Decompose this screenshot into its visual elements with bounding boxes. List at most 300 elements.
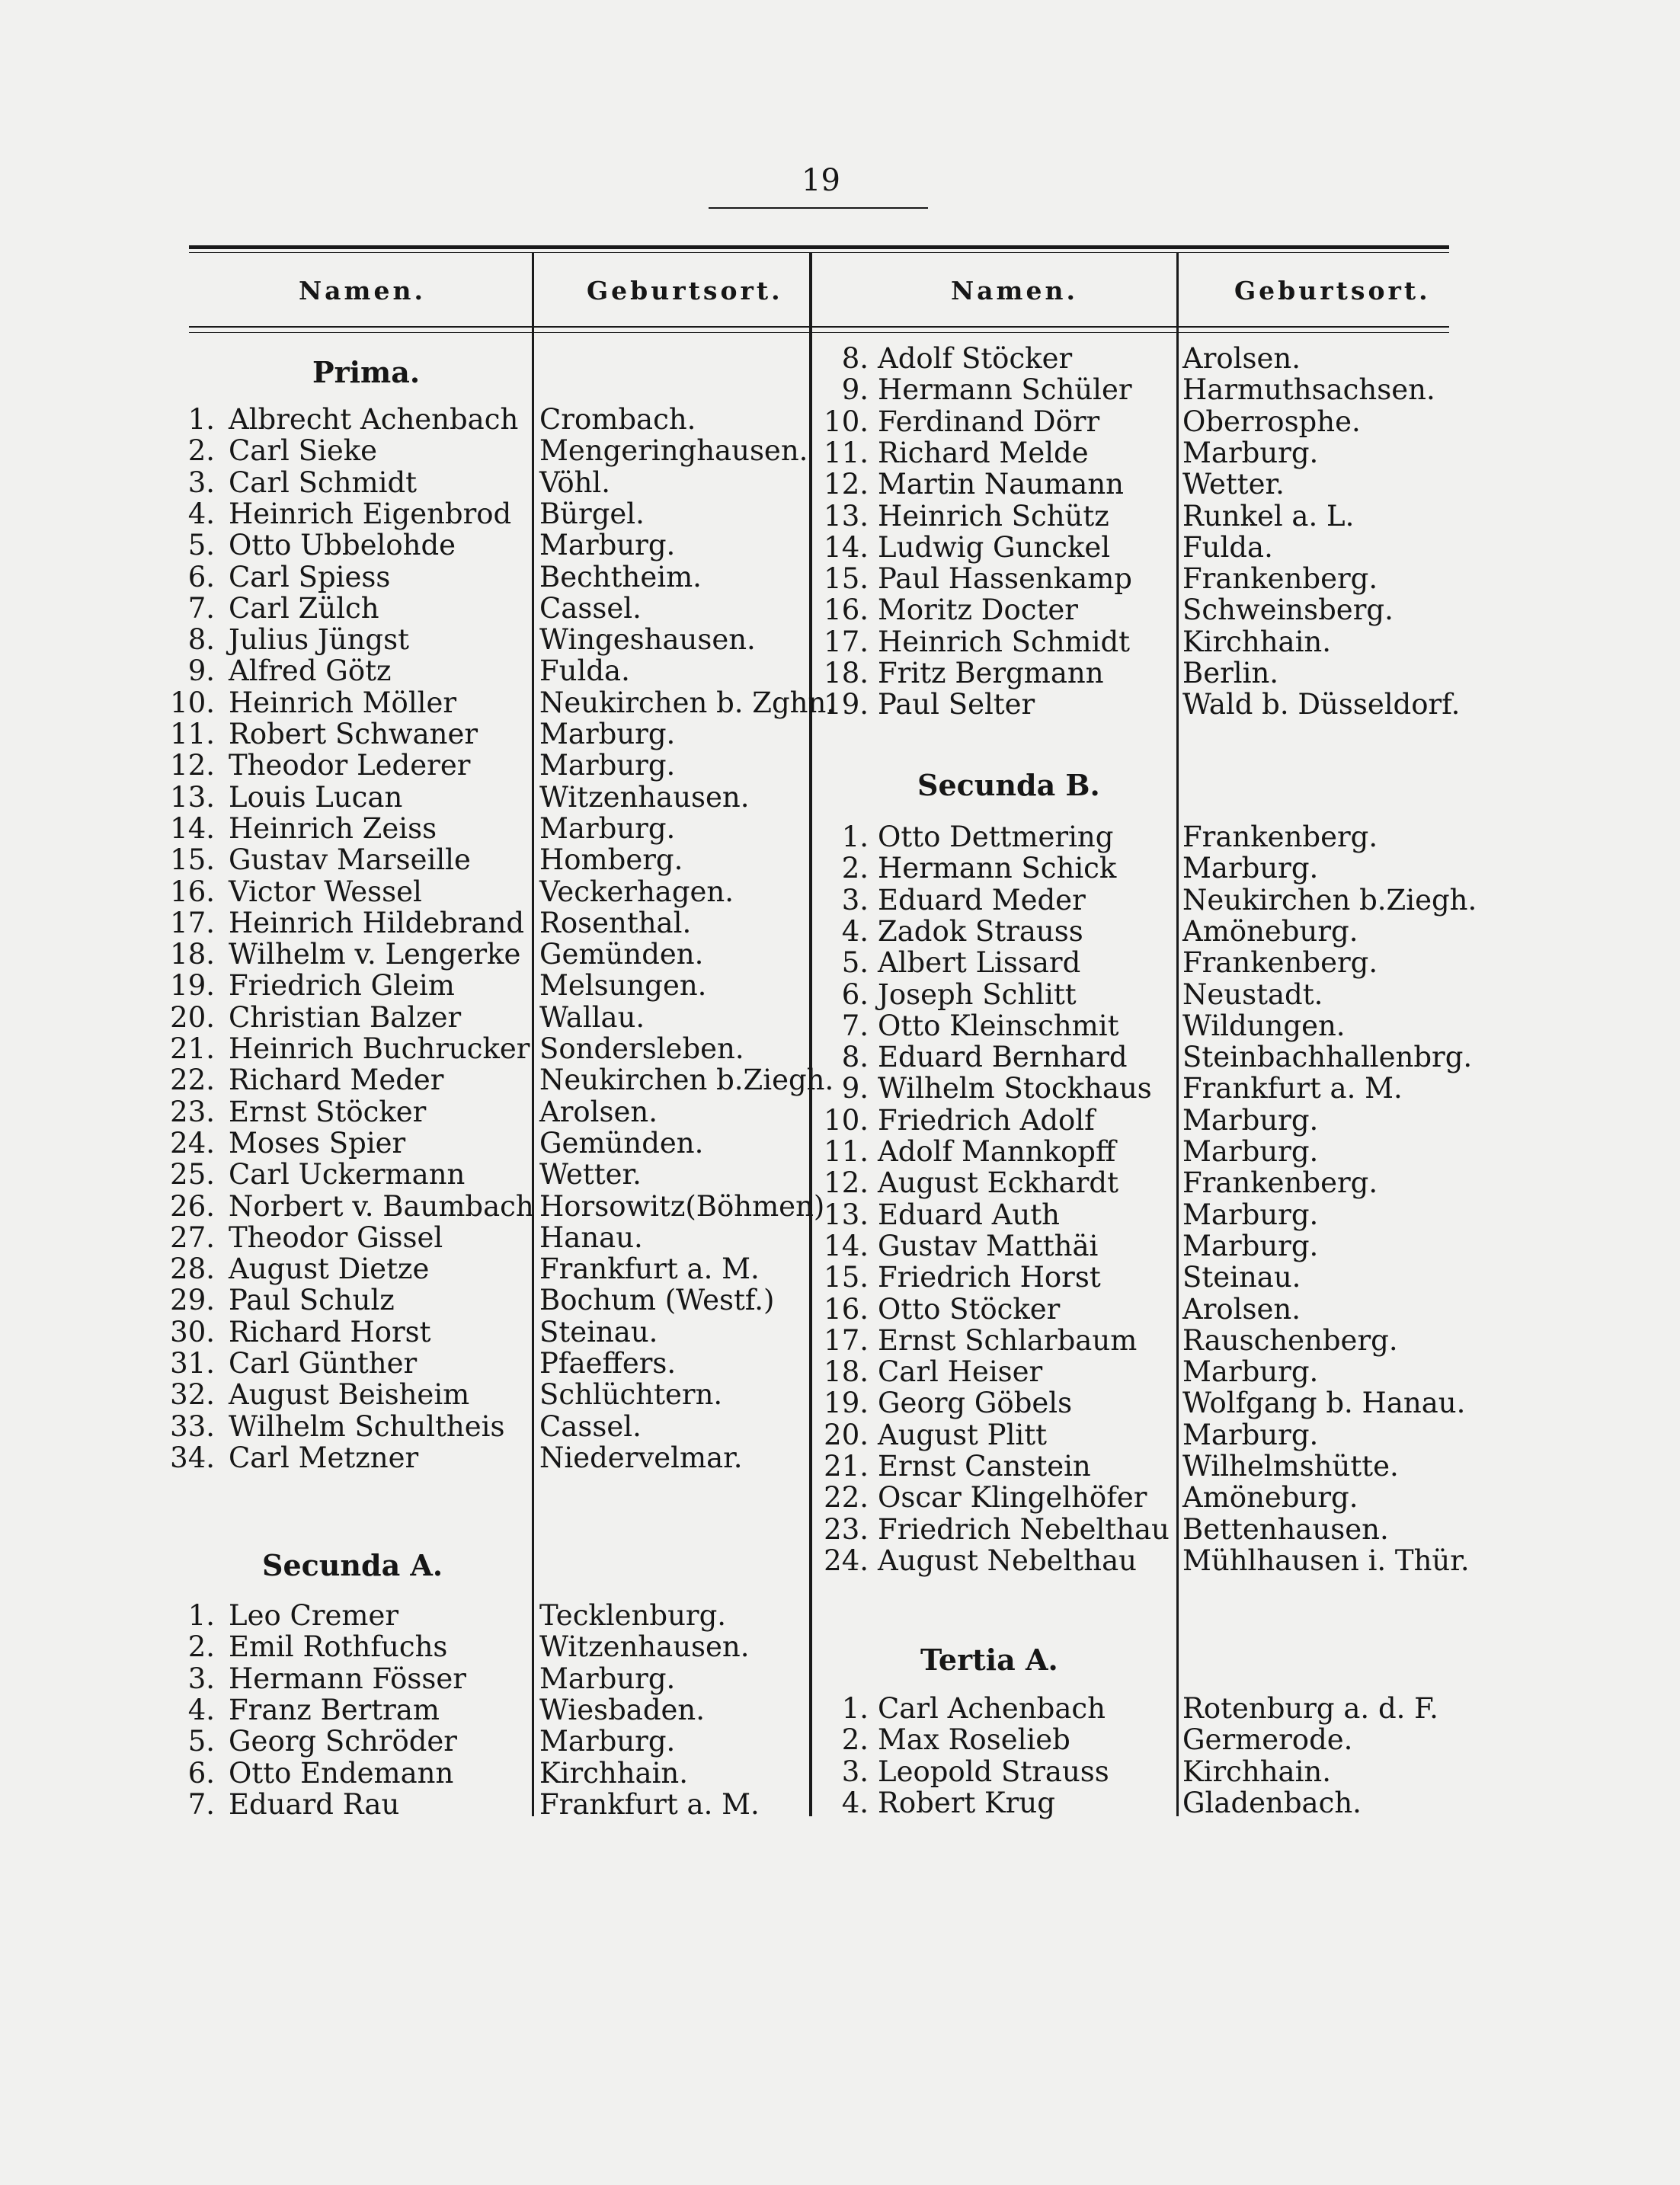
birthplace: Melsungen. bbox=[539, 969, 707, 1002]
entry-number: 5. bbox=[841, 946, 869, 979]
list-item bbox=[0, 1600, 1680, 1632]
header-bottom-rule-2 bbox=[189, 332, 1449, 333]
list-item bbox=[0, 1631, 1680, 1663]
entry-number: 3. bbox=[841, 1755, 869, 1788]
birthplace: Mühlhausen i. Thür. bbox=[1182, 1544, 1470, 1577]
entry-number: 12. bbox=[170, 749, 215, 782]
birthplace: Marburg. bbox=[539, 1662, 676, 1695]
birthplace: Wallau. bbox=[539, 1001, 645, 1034]
section-prima-title: Prima. bbox=[312, 355, 421, 389]
birthplace: Rosenthal. bbox=[539, 907, 692, 939]
list-item bbox=[0, 343, 1680, 375]
entry-number: 16. bbox=[824, 1293, 869, 1326]
birthplace: Neukirchen b.Ziegh. bbox=[539, 1064, 834, 1096]
student-name: Franz Bertram bbox=[229, 1694, 440, 1726]
birthplace: Steinau. bbox=[1182, 1261, 1301, 1294]
student-name: Adolf Mannkopff bbox=[878, 1135, 1116, 1168]
birthplace: Oberrosphe. bbox=[1182, 405, 1361, 438]
birthplace: Gemünden. bbox=[539, 938, 704, 971]
student-name: Richard Melde bbox=[878, 437, 1089, 469]
student-name: Heinrich Schmidt bbox=[878, 625, 1131, 658]
birthplace: Frankenberg. bbox=[1182, 562, 1378, 595]
entry-number: 20. bbox=[824, 1419, 869, 1451]
entry-number: 1. bbox=[187, 1599, 215, 1632]
list-item bbox=[0, 1230, 1680, 1262]
student-name: Louis Lucan bbox=[229, 781, 403, 814]
entry-number: 18. bbox=[170, 938, 215, 971]
list-item bbox=[0, 1294, 1680, 1326]
list-item bbox=[0, 1482, 1680, 1514]
birthplace: Marburg. bbox=[539, 812, 676, 845]
list-item bbox=[0, 1073, 1680, 1105]
list-item bbox=[0, 1451, 1680, 1483]
student-name: Friedrich Nebelthau bbox=[878, 1513, 1170, 1546]
entry-number: 17. bbox=[170, 907, 215, 939]
entry-number: 22. bbox=[170, 1064, 215, 1096]
list-item bbox=[0, 403, 1680, 438]
entry-number: 1. bbox=[841, 1692, 869, 1725]
list-item bbox=[0, 1419, 1680, 1451]
entry-number: 3. bbox=[187, 1662, 215, 1695]
birthplace: Sondersleben. bbox=[539, 1032, 744, 1065]
student-name: Gustav Matthäi bbox=[878, 1230, 1099, 1262]
birthplace: Wetter. bbox=[539, 1158, 642, 1191]
entry-number: 7. bbox=[187, 592, 215, 625]
student-name: Ernst Stöcker bbox=[229, 1096, 427, 1128]
student-name: Richard Horst bbox=[229, 1316, 431, 1348]
student-name: Heinrich Zeiss bbox=[229, 812, 437, 845]
entry-number: 16. bbox=[824, 593, 869, 626]
entry-number: 18. bbox=[824, 1355, 869, 1388]
list-item bbox=[0, 532, 1680, 564]
student-name: Joseph Schlitt bbox=[878, 978, 1077, 1011]
birthplace: Frankfurt a. M. bbox=[1182, 1072, 1403, 1105]
student-name: Georg Göbels bbox=[878, 1387, 1073, 1419]
entry-number: 4. bbox=[841, 915, 869, 948]
entry-number: 2. bbox=[841, 1723, 869, 1756]
birthplace: Marburg. bbox=[1182, 1230, 1319, 1262]
list-item bbox=[0, 623, 1680, 658]
header-left-place: Geburtsort. bbox=[587, 276, 783, 306]
birthplace: Marburg. bbox=[1182, 1104, 1319, 1137]
list-item bbox=[0, 853, 1680, 885]
entry-number: 18. bbox=[824, 657, 869, 689]
list-item bbox=[0, 686, 1680, 721]
list-item bbox=[0, 718, 1680, 750]
entry-number: 6. bbox=[187, 1757, 215, 1790]
birthplace: Gladenbach. bbox=[1182, 1787, 1362, 1819]
birthplace: Frankfurt a. M. bbox=[539, 1788, 760, 1821]
student-name: Fritz Bergmann bbox=[878, 657, 1104, 689]
student-name: Paul Selter bbox=[878, 688, 1035, 721]
entry-number: 11. bbox=[170, 718, 215, 750]
entry-number: 8. bbox=[187, 623, 215, 656]
student-name: Carl Achenbach bbox=[878, 1692, 1106, 1725]
birthplace: Veckerhagen. bbox=[539, 875, 734, 908]
page-number-rule bbox=[709, 207, 928, 209]
student-name: Friedrich Adolf bbox=[878, 1104, 1095, 1137]
birthplace: Marburg. bbox=[539, 529, 676, 561]
birthplace: Crombach. bbox=[539, 403, 696, 436]
birthplace: Marburg. bbox=[1182, 1355, 1319, 1388]
student-name: Leo Cremer bbox=[229, 1599, 399, 1632]
student-name: Robert Krug bbox=[878, 1787, 1055, 1819]
list-item bbox=[0, 501, 1680, 533]
entry-number: 9. bbox=[841, 1072, 869, 1105]
list-item bbox=[0, 1663, 1680, 1695]
entry-number: 13. bbox=[170, 781, 215, 814]
birthplace: Neustadt. bbox=[1182, 978, 1323, 1011]
entry-number: 11. bbox=[824, 437, 869, 469]
entry-number: 32. bbox=[170, 1378, 215, 1411]
student-name: Moritz Docter bbox=[878, 593, 1078, 626]
entry-number: 24. bbox=[824, 1544, 869, 1577]
list-item bbox=[0, 1325, 1680, 1357]
list-item bbox=[0, 885, 1680, 917]
entry-number: 14. bbox=[824, 1230, 869, 1262]
list-item bbox=[0, 1262, 1680, 1294]
student-name: Theodor Gissel bbox=[229, 1221, 443, 1254]
student-name: Martin Naumann bbox=[878, 468, 1124, 501]
student-name: Eduard Auth bbox=[878, 1198, 1060, 1231]
header-right-name: Namen. bbox=[951, 276, 1078, 306]
birthplace: Marburg. bbox=[1182, 1198, 1319, 1231]
student-name: Adolf Stöcker bbox=[878, 342, 1073, 375]
student-name: August Dietze bbox=[229, 1252, 430, 1285]
birthplace: Gemünden. bbox=[539, 1127, 704, 1160]
entry-number: 31. bbox=[170, 1347, 215, 1380]
birthplace: Bechtheim. bbox=[539, 561, 702, 593]
entry-number: 21. bbox=[824, 1450, 869, 1483]
birthplace: Mengeringhausen. bbox=[539, 434, 808, 467]
birthplace: Homberg. bbox=[539, 843, 683, 876]
student-name: August Nebelthau bbox=[878, 1544, 1137, 1577]
entry-number: 15. bbox=[824, 562, 869, 595]
entry-number: 6. bbox=[841, 978, 869, 1011]
student-name: Carl Günther bbox=[229, 1347, 418, 1380]
list-item bbox=[0, 947, 1680, 979]
list-item bbox=[0, 1167, 1680, 1199]
entry-number: 19. bbox=[170, 969, 215, 1002]
birthplace: Berlin. bbox=[1182, 657, 1279, 689]
student-name: Heinrich Buchrucker bbox=[229, 1032, 530, 1065]
birthplace: Witzenhausen. bbox=[539, 781, 750, 814]
birthplace: Marburg. bbox=[1182, 852, 1319, 885]
birthplace: Witzenhausen. bbox=[539, 1630, 750, 1663]
birthplace: Marburg. bbox=[1182, 437, 1319, 469]
entry-number: 28. bbox=[170, 1252, 215, 1285]
birthplace: Pfaeffers. bbox=[539, 1347, 677, 1380]
header-right-place: Geburtsort. bbox=[1234, 276, 1431, 306]
entry-number: 30. bbox=[170, 1316, 215, 1348]
entry-number: 19. bbox=[824, 1387, 869, 1419]
entry-number: 27. bbox=[170, 1221, 215, 1254]
student-name: Carl Spiess bbox=[229, 561, 391, 593]
student-name: Ferdinand Dörr bbox=[878, 405, 1100, 438]
list-item bbox=[0, 434, 1680, 469]
student-name: Wilhelm Stockhaus bbox=[878, 1072, 1152, 1105]
birthplace: Rauschenberg. bbox=[1182, 1324, 1398, 1357]
student-name: Otto Endemann bbox=[229, 1757, 454, 1790]
student-name: Carl Schmidt bbox=[229, 466, 418, 499]
student-name: Carl Zülch bbox=[229, 592, 379, 625]
entry-number: 2. bbox=[187, 434, 215, 467]
birthplace: Wald b. Düsseldorf. bbox=[1182, 688, 1461, 721]
entry-number: 11. bbox=[824, 1135, 869, 1168]
student-name: Hermann Fösser bbox=[229, 1662, 466, 1695]
table-top-thin-rule bbox=[189, 252, 1449, 253]
student-name: Paul Schulz bbox=[229, 1284, 395, 1316]
section-secunda-a-title: Secunda A. bbox=[262, 1548, 443, 1582]
student-name: Albert Lissard bbox=[878, 946, 1081, 979]
student-name: Ludwig Gunckel bbox=[878, 531, 1111, 564]
list-item bbox=[0, 1136, 1680, 1168]
birthplace: Amöneburg. bbox=[1182, 1481, 1358, 1514]
student-name: Hermann Schüler bbox=[878, 373, 1132, 406]
birthplace: Frankenberg. bbox=[1182, 821, 1378, 853]
student-name: Victor Wessel bbox=[229, 875, 422, 908]
student-name: Christian Balzer bbox=[229, 1001, 462, 1034]
student-name: Ernst Canstein bbox=[878, 1450, 1091, 1483]
birthplace: Hanau. bbox=[539, 1221, 643, 1254]
birthplace: Fulda. bbox=[539, 654, 630, 687]
entry-number: 33. bbox=[170, 1410, 215, 1443]
student-name: Carl Uckermann bbox=[229, 1158, 466, 1191]
list-item bbox=[0, 979, 1680, 1011]
section-secunda-b-title: Secunda B. bbox=[917, 768, 1100, 802]
list-item bbox=[0, 782, 1680, 814]
birthplace: Marburg. bbox=[1182, 1135, 1319, 1168]
birthplace: Vöhl. bbox=[539, 466, 611, 499]
student-name: Heinrich Hildebrand bbox=[229, 907, 525, 939]
student-name: Heinrich Möller bbox=[229, 686, 457, 719]
entry-number: 10. bbox=[824, 405, 869, 438]
entry-number: 25. bbox=[170, 1158, 215, 1191]
list-item bbox=[0, 1010, 1680, 1042]
entry-number: 3. bbox=[187, 466, 215, 499]
list-item bbox=[0, 1105, 1680, 1137]
entry-number: 7. bbox=[841, 1009, 869, 1042]
birthplace: Cassel. bbox=[539, 1410, 642, 1443]
entry-number: 2. bbox=[187, 1630, 215, 1663]
birthplace: Kirchhain. bbox=[1182, 1755, 1332, 1788]
birthplace: Marburg. bbox=[539, 718, 676, 750]
birthplace: Wilhelmshütte. bbox=[1182, 1450, 1399, 1483]
entry-number: 22. bbox=[824, 1481, 869, 1514]
student-name: August Beisheim bbox=[229, 1378, 470, 1411]
student-name: Carl Metzner bbox=[229, 1441, 419, 1474]
birthplace: Bettenhausen. bbox=[1182, 1513, 1389, 1546]
birthplace: Marburg. bbox=[1182, 1419, 1319, 1451]
list-item bbox=[0, 750, 1680, 782]
birthplace: Fulda. bbox=[1182, 531, 1273, 564]
header-left-name: Namen. bbox=[299, 276, 426, 306]
student-name: Gustav Marseille bbox=[229, 843, 471, 876]
birthplace: Arolsen. bbox=[1182, 1293, 1301, 1326]
student-name: Hermann Schick bbox=[878, 852, 1117, 885]
student-name: Robert Schwaner bbox=[229, 718, 478, 750]
section-tertia-a-title: Tertia A. bbox=[920, 1643, 1058, 1677]
birthplace: Wolfgang b. Hanau. bbox=[1182, 1387, 1466, 1419]
student-name: Ernst Schlarbaum bbox=[878, 1324, 1138, 1357]
birthplace: Wingeshausen. bbox=[539, 623, 756, 656]
entry-number: 9. bbox=[841, 373, 869, 406]
birthplace: Steinau. bbox=[539, 1316, 658, 1348]
birthplace: Frankfurt a. M. bbox=[539, 1252, 760, 1285]
page-number: 19 bbox=[802, 163, 840, 198]
student-name: Wilhelm Schultheis bbox=[229, 1410, 505, 1443]
entry-number: 9. bbox=[187, 654, 215, 687]
entry-number: 12. bbox=[824, 468, 869, 501]
birthplace: Harmuthsachsen. bbox=[1182, 373, 1435, 406]
entry-number: 1. bbox=[841, 821, 869, 853]
student-name: Friedrich Horst bbox=[878, 1261, 1101, 1294]
student-name: Friedrich Gleim bbox=[229, 969, 455, 1002]
birthplace: Schlüchtern. bbox=[539, 1378, 723, 1411]
list-item bbox=[0, 374, 1680, 406]
entry-number: 14. bbox=[824, 531, 869, 564]
entry-number: 14. bbox=[170, 812, 215, 845]
birthplace: Arolsen. bbox=[1182, 342, 1301, 375]
student-name: Zadok Strauss bbox=[878, 915, 1083, 948]
birthplace: Neukirchen b. Zghn. bbox=[539, 686, 836, 719]
student-name: Carl Sieke bbox=[229, 434, 378, 467]
list-item bbox=[0, 1787, 1680, 1819]
entry-number: 34. bbox=[170, 1441, 215, 1474]
entry-number: 8. bbox=[841, 342, 869, 375]
student-name: Heinrich Eigenbrod bbox=[229, 497, 512, 530]
student-name: Emil Rothfuchs bbox=[229, 1630, 448, 1663]
entry-number: 4. bbox=[841, 1787, 869, 1819]
entry-number: 17. bbox=[824, 1324, 869, 1357]
entry-number: 15. bbox=[170, 843, 215, 876]
student-name: August Plitt bbox=[878, 1419, 1047, 1451]
header-bottom-rule bbox=[189, 326, 1449, 328]
entry-number: 17. bbox=[824, 625, 869, 658]
birthplace: Arolsen. bbox=[539, 1096, 658, 1128]
list-item bbox=[0, 563, 1680, 595]
entry-number: 12. bbox=[824, 1166, 869, 1199]
birthplace: Kirchhain. bbox=[1182, 625, 1332, 658]
entry-number: 8. bbox=[841, 1041, 869, 1073]
entry-number: 6. bbox=[187, 561, 215, 593]
birthplace: Runkel a. L. bbox=[1182, 500, 1355, 533]
entry-number: 10. bbox=[824, 1104, 869, 1137]
list-item bbox=[0, 821, 1680, 853]
student-name: Wilhelm v. Lengerke bbox=[229, 938, 521, 971]
student-name: Oscar Klingelhöfer bbox=[878, 1481, 1147, 1514]
birthplace: Schweinsberg. bbox=[1182, 593, 1394, 626]
entry-number: 13. bbox=[824, 500, 869, 533]
student-name: Heinrich Schütz bbox=[878, 500, 1109, 533]
list-item bbox=[0, 1387, 1680, 1419]
list-item bbox=[0, 916, 1680, 948]
birthplace: Tecklenburg. bbox=[539, 1599, 727, 1632]
student-name: Carl Heiser bbox=[878, 1355, 1043, 1388]
birthplace: Bochum (Westf.) bbox=[539, 1284, 775, 1316]
birthplace: Wiesbaden. bbox=[539, 1694, 706, 1726]
entry-number: 24. bbox=[170, 1127, 215, 1160]
birthplace: Cassel. bbox=[539, 592, 642, 625]
birthplace: Niedervelmar. bbox=[539, 1441, 743, 1474]
entry-number: 23. bbox=[170, 1096, 215, 1128]
entry-number: 4. bbox=[187, 1694, 215, 1726]
student-name: Theodor Lederer bbox=[229, 749, 471, 782]
birthplace: Wetter. bbox=[1182, 468, 1285, 501]
birthplace: Horsowitz(Böhmen) bbox=[539, 1190, 825, 1223]
list-item bbox=[0, 1514, 1680, 1546]
birthplace: Frankenberg. bbox=[1182, 946, 1378, 979]
student-name: Alfred Götz bbox=[229, 654, 392, 687]
student-name: Georg Schröder bbox=[229, 1725, 457, 1758]
birthplace: Amöneburg. bbox=[1182, 915, 1358, 948]
list-item bbox=[0, 466, 1680, 501]
student-name: Eduard Rau bbox=[229, 1788, 400, 1821]
list-item bbox=[0, 1041, 1680, 1073]
student-name: August Eckhardt bbox=[878, 1166, 1118, 1199]
list-item bbox=[0, 1199, 1680, 1231]
student-name: Eduard Bernhard bbox=[878, 1041, 1128, 1073]
entry-number: 20. bbox=[170, 1001, 215, 1034]
birthplace: Marburg. bbox=[539, 749, 676, 782]
student-name: Richard Meder bbox=[229, 1064, 444, 1096]
student-name: Leopold Strauss bbox=[878, 1755, 1109, 1788]
birthplace: Kirchhain. bbox=[539, 1757, 689, 1790]
student-name: Norbert v. Baumbach bbox=[229, 1190, 534, 1223]
entry-number: 16. bbox=[170, 875, 215, 908]
entry-number: 13. bbox=[824, 1198, 869, 1231]
table-top-rule bbox=[189, 245, 1449, 249]
entry-number: 10. bbox=[170, 686, 215, 719]
student-name: Albrecht Achenbach bbox=[229, 403, 519, 436]
student-name: Julius Jüngst bbox=[229, 623, 409, 656]
entry-number: 19. bbox=[824, 688, 869, 721]
entry-number: 26. bbox=[170, 1190, 215, 1223]
list-item bbox=[0, 1356, 1680, 1388]
birthplace: Bürgel. bbox=[539, 497, 645, 530]
list-item bbox=[0, 1693, 1680, 1725]
student-name: Otto Dettmering bbox=[878, 821, 1114, 853]
list-item bbox=[0, 1756, 1680, 1788]
entry-number: 23. bbox=[824, 1513, 869, 1546]
birthplace: Wildungen. bbox=[1182, 1009, 1346, 1042]
list-item bbox=[0, 654, 1680, 689]
student-name: Eduard Meder bbox=[878, 884, 1086, 917]
list-item bbox=[0, 1724, 1680, 1756]
entry-number: 5. bbox=[187, 529, 215, 561]
birthplace: Neukirchen b.Ziegh. bbox=[1182, 884, 1477, 917]
student-name: Otto Kleinschmit bbox=[878, 1009, 1119, 1042]
entry-number: 1. bbox=[187, 403, 215, 436]
entry-number: 3. bbox=[841, 884, 869, 917]
birthplace: Germerode. bbox=[1182, 1723, 1353, 1756]
entry-number: 4. bbox=[187, 497, 215, 530]
birthplace: Rotenburg a. d. F. bbox=[1182, 1692, 1438, 1725]
student-name: Moses Spier bbox=[229, 1127, 406, 1160]
entry-number: 5. bbox=[187, 1725, 215, 1758]
entry-number: 29. bbox=[170, 1284, 215, 1316]
entry-number: 15. bbox=[824, 1261, 869, 1294]
list-item bbox=[0, 594, 1680, 626]
birthplace: Frankenberg. bbox=[1182, 1166, 1378, 1199]
birthplace: Steinbachhallenbrg. bbox=[1182, 1041, 1473, 1073]
entry-number: 2. bbox=[841, 852, 869, 885]
student-name: Otto Stöcker bbox=[878, 1293, 1061, 1326]
entry-number: 7. bbox=[187, 1788, 215, 1821]
birthplace: Marburg. bbox=[539, 1725, 676, 1758]
student-name: Otto Ubbelohde bbox=[229, 529, 456, 561]
entry-number: 21. bbox=[170, 1032, 215, 1065]
